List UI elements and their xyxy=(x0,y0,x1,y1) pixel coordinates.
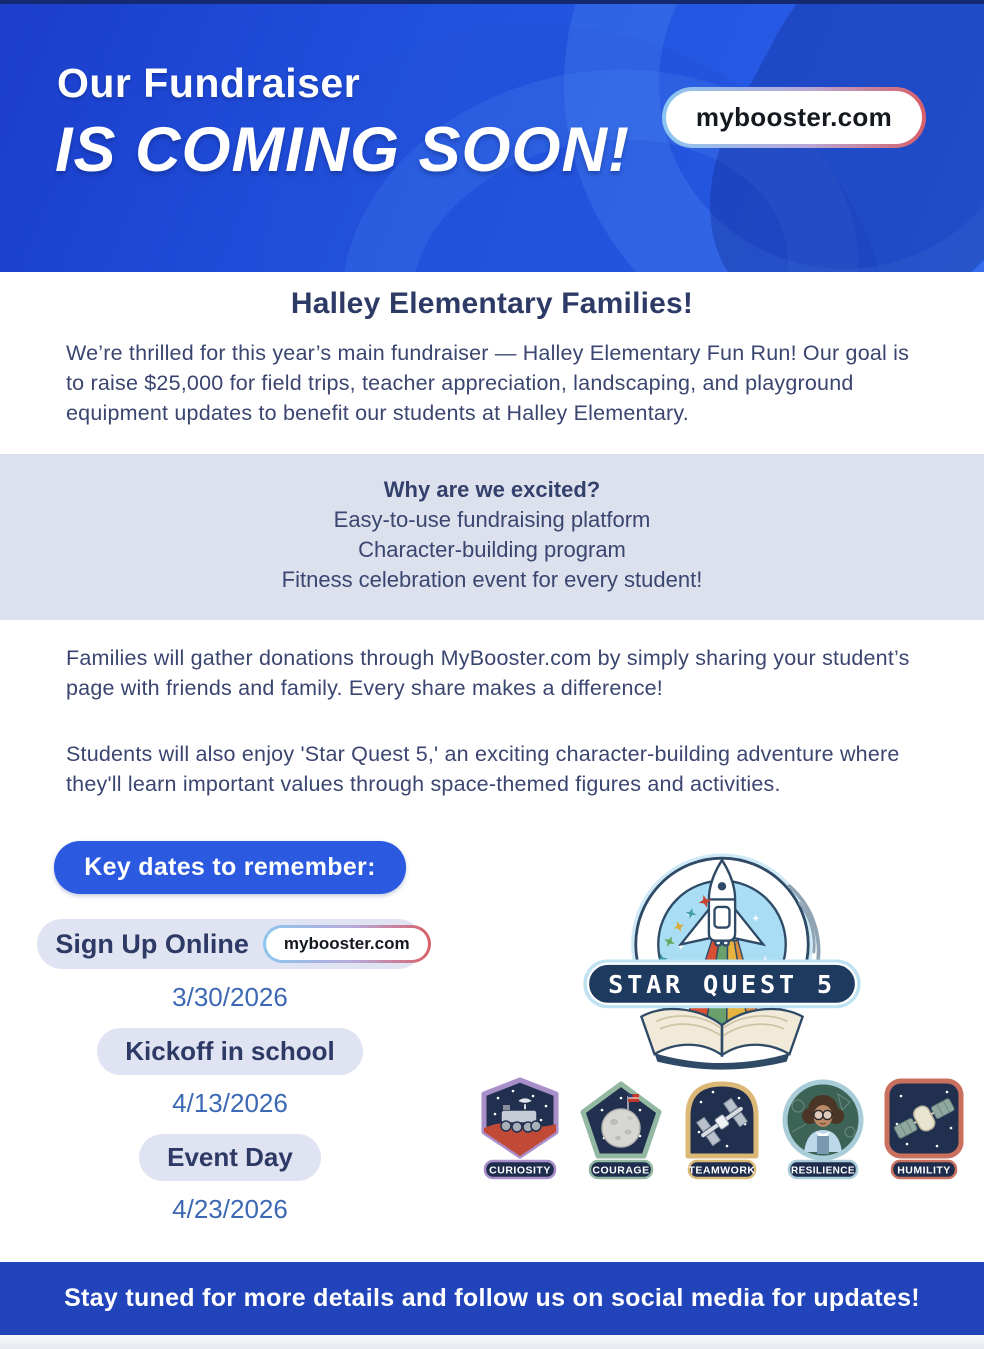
badge-label: TEAMWORK xyxy=(688,1164,756,1177)
kickoff-date: 4/13/2026 xyxy=(172,1088,288,1118)
mybooster-badge-small[interactable] xyxy=(263,925,431,963)
body-paragraph-starquest: Students will also enjoy 'Star Quest 5,' an exciting character-building adventure where they'll learn important values through space-themed figures and activities. xyxy=(66,742,900,796)
mybooster-badge[interactable] xyxy=(662,87,926,148)
star-quest-logo xyxy=(572,841,872,1076)
badge-label: CURIOSITY xyxy=(489,1164,551,1177)
mybooster-badge-small-label: mybooster.com xyxy=(266,928,428,960)
badge-label: COURAGE xyxy=(592,1164,650,1177)
key-dates-and-logo-section xyxy=(0,841,984,1225)
logo-column xyxy=(460,841,984,1225)
kickoff-label: Kickoff in school xyxy=(97,1028,362,1075)
why-excited-section xyxy=(0,454,984,620)
header-title-line1: Our Fundraiser xyxy=(57,60,361,106)
signup-online-row xyxy=(37,919,422,969)
excited-item: Character-building program xyxy=(358,537,626,562)
key-dates-column xyxy=(0,841,460,1225)
event-day-label: Event Day xyxy=(139,1134,321,1181)
humility-badge xyxy=(877,1076,971,1180)
excited-item: Fitness celebration event for every student! xyxy=(281,567,703,592)
logo-banner xyxy=(583,959,861,1008)
curiosity-badge xyxy=(473,1076,567,1180)
resilience-badge xyxy=(776,1076,870,1180)
footer-text: Stay tuned for more details and follow us on social media for updates! xyxy=(64,1284,920,1312)
intro-paragraph: We’re thrilled for this year’s main fundraiser — Halley Elementary Fun Run! Our goal is to raise $25,000 for field trips, teacher appreciation, landscaping, and playground equipment updates to benefit our students at Halley Elementary. xyxy=(66,341,910,425)
teamwork-badge xyxy=(675,1076,769,1180)
badge-label: RESILIENCE xyxy=(790,1165,856,1177)
page-title: Halley Elementary Families! xyxy=(290,287,694,320)
badge-label: HUMILITY xyxy=(897,1164,951,1177)
bottom-strip xyxy=(0,1335,984,1349)
why-excited-heading: Why are we excited? xyxy=(383,477,601,502)
key-dates-heading: Key dates to remember: xyxy=(54,841,405,894)
signup-date: 3/30/2026 xyxy=(172,982,288,1012)
value-badges-row xyxy=(473,1076,971,1180)
header-title-line2: IS COMING SOON! xyxy=(55,115,631,185)
logo-title: STAR QUEST 5 xyxy=(608,970,836,1000)
body-paragraph-donations: Families will gather donations through MyBooster.com by simply sharing your student’s page with friends and family. Every share makes a difference! xyxy=(66,646,910,700)
mybooster-badge-label: mybooster.com xyxy=(666,91,922,144)
courage-badge xyxy=(574,1076,668,1180)
event-day-date: 4/23/2026 xyxy=(172,1194,288,1224)
footer-banner xyxy=(0,1262,984,1335)
signup-online-label: Sign Up Online xyxy=(55,928,249,959)
excited-item: Easy-to-use fundraising platform xyxy=(333,507,651,532)
header-banner xyxy=(0,0,984,272)
